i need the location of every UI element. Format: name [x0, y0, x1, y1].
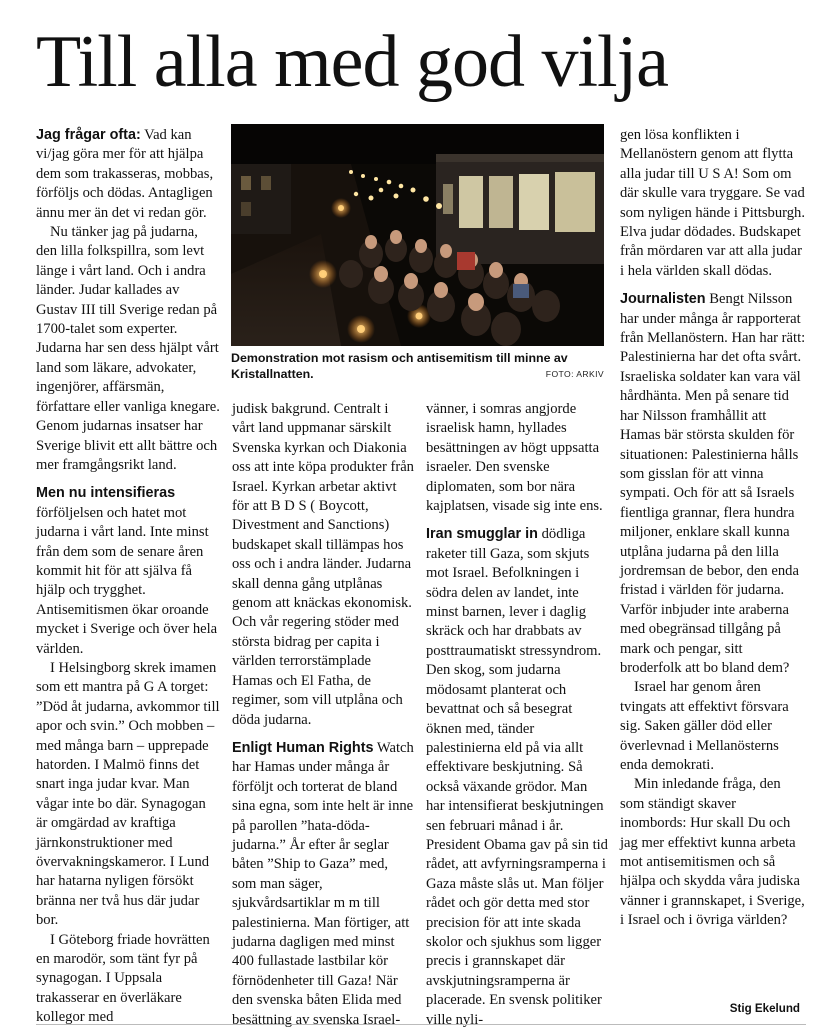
article-column-3 — [426, 400, 608, 1030]
paragraph-text: dödliga raketer till Gaza, som skjuts mot Israel. Befolkningen i södra delen av landet, inte minst barnen, lever i daglig skräck och har drabbats av posttraumatiskt stressyndrom. Den skog, som judarna mödosamt planterat och bevattnat och så besegrat öknen med, tänder palestinierna eld på via allt effektivare beskjutning. Så också växande grödor. Man har intensifierat beskjutningen sen februari månad i år. President Obama gav på sin tid rådet, att avfyrningsramperna i Gaza måste slås ut. Man följer rådet och gör detta med stor precision för att inte skada skolor och sjukhus som ligger precis i grannskapet där avskjutningsramperna är placerade. En svensk politiker ville nyli- — [426, 526, 608, 1028]
paragraph: Min inledande fråga, den som ständigt skaver inombords: Hur skall Du och jag mer effektivt kunna arbeta mot antisemitismen och så hjälpa och skydda våra judiska vänner i grannskapet, i Sverige, i Israel och i övriga världen? — [620, 776, 805, 929]
lead-in: Journalisten — [620, 291, 706, 308]
paragraph: vänner, i somras angjorde israelisk hamn, hyllades besättningen av högt uppsatta israeler. Den svenske diplomaten, som bor nära kajplatsen, visade sig inte ens. — [426, 401, 603, 515]
article-column-1 — [36, 126, 220, 1028]
lead-in: Men nu intensifieras — [36, 485, 176, 502]
torchlight-demonstration-photo — [231, 124, 604, 346]
paragraph: I Göteborg friade hovrätten en marodör, som tänt fyr på synagogan. I Uppsala trakasserar en överläkare kollegor med — [36, 931, 210, 1026]
bottom-rule — [36, 1024, 806, 1025]
paragraph — [620, 290, 806, 678]
paragraph-text: Bengt Nilsson har under många år rapporterat från Mellanöstern. Han har rätt: Palestinierna har det ofta svårt. Israeliska soldater kan vara väl hårdhänta. Men på senare tid har Nilsson framhållit att Hamas bär största skulden för situationen: Palestinierna hålls som gisslan för att vinna sympati. Och för att så Israels fientliga grannar, flera hundra miljoner, enklare skall kunna utplåna judarna på den lilla jordremsan de bebor, den enda fristad i världen för judarna. Varför inbjuder inte araberna med obegränsad tillgång på mark och pengar, sitt broderfolk att bo bland dem? — [620, 291, 806, 676]
article-photo — [231, 124, 604, 346]
article-column-2 — [232, 400, 414, 1030]
paragraph: Nu tänker jag på judarna, den lilla folkspillra, som levt länge i vårt land. Och i andra länder. Judar kallades av Gustav III till Sverige redan på 1700-talet som experter. Judarna har sen dess hjälpt vårt land som läkare, advokater, ingenjörer, affärsmän, författare eller vanliga knegare. Genom judarnas insatser har Sverige blivit ett allt bättre och mer framgångsrikt land. — [36, 224, 220, 473]
byline: Stig Ekelund — [729, 1002, 800, 1015]
lead-in: Enligt Human Rights — [232, 739, 374, 756]
lead-in: Iran smugglar in — [426, 526, 538, 543]
paragraph — [36, 126, 220, 223]
paragraph: gen lösa konflikten i Mellanöstern genom att flytta alla judar till U S A! Som om där skulle vara tryggare. Se vad som nyligen hände i Pittsburgh. Elva judar dödades. Budskapet från mördaren var att alla judar i hela världen skall dödas. — [620, 127, 805, 279]
paragraph — [232, 739, 414, 1030]
paragraph-text: Watch har Hamas under många år förföljt och torterat de bland sina egna, som inte helt är inne på parollen ”hata-döda-judarna.” År efter år seglar båten ”Ship to Gaza” med, som man säger, sjukvårdsartiklar m m till palestinierna. Man förtiger, att judarna dagligen med minst 400 fullastade lastbilar kör förnödenheter till Gaza! När den svenska båten Elida med besättning av svenska Israel- — [232, 739, 414, 1028]
photo-caption: Demonstration mot rasism och antisemitism till minne av Kristallnatten. — [231, 351, 568, 381]
paragraph: I Helsingborg skrek imamen som ett mantra på G A torget: ”Död åt judarna, avkommor till apor och svin.” Och mobben – med många barn – upprepade hatorden. I Malmö finns det snart inga judar kvar. Man vågar inte bo där. Synagogan är omgärdad av kraftiga järnkonstruktioner med övervakningskameror. I Lund har hatarna nyligen försökt bränna ner två hus där judar bor. — [36, 659, 220, 929]
paragraph — [426, 525, 608, 1030]
paragraph-text: Vad kan vi/jag göra mer för att hjälpa dem som trakasseras, mobbas, förföljs och dödas. Antagligen ännu mer än det vi redan gör. — [36, 127, 214, 221]
paragraph: judisk bakgrund. Centralt i vårt land uppmanar särskilt Svenska kyrkan och Diakonia oss att inte köpa produkter från Israel. Kyrkan arbetar aktivt för att B D S ( Boycott, Divestment and Sanctions) budskapet skall tillämpas hos oss och i andra länder. Judarna skall denna gång utplånas genom att knäckas ekonomisk. Och vår regering stöder med största bidrag per capita i världen terrorstämplade Hamas och El Fatha, de regimer, som vill utplåna och döda judarna. — [232, 401, 414, 728]
photo-credit: FOTO: ARKIV — [545, 369, 604, 379]
article-column-4 — [620, 126, 806, 931]
headline: Till alla med god vilja — [36, 21, 669, 103]
paragraph — [36, 484, 220, 659]
paragraph: Israel har genom åren tvingats att effektivt försvara sig. Saken gäller död eller överlevnad i Mellanösterns enda demokrati. — [620, 679, 789, 773]
paragraph-text: förföljelsen och hatet mot judarna i vårt land. Inte minst från dem som de senare åren kommit hit för att själva få hjälp och trygghet. Antisemitismen ökar oroande mycket i Sverige och över hela världen. — [36, 504, 218, 657]
lead-in: Jag frågar ofta: — [36, 127, 141, 143]
